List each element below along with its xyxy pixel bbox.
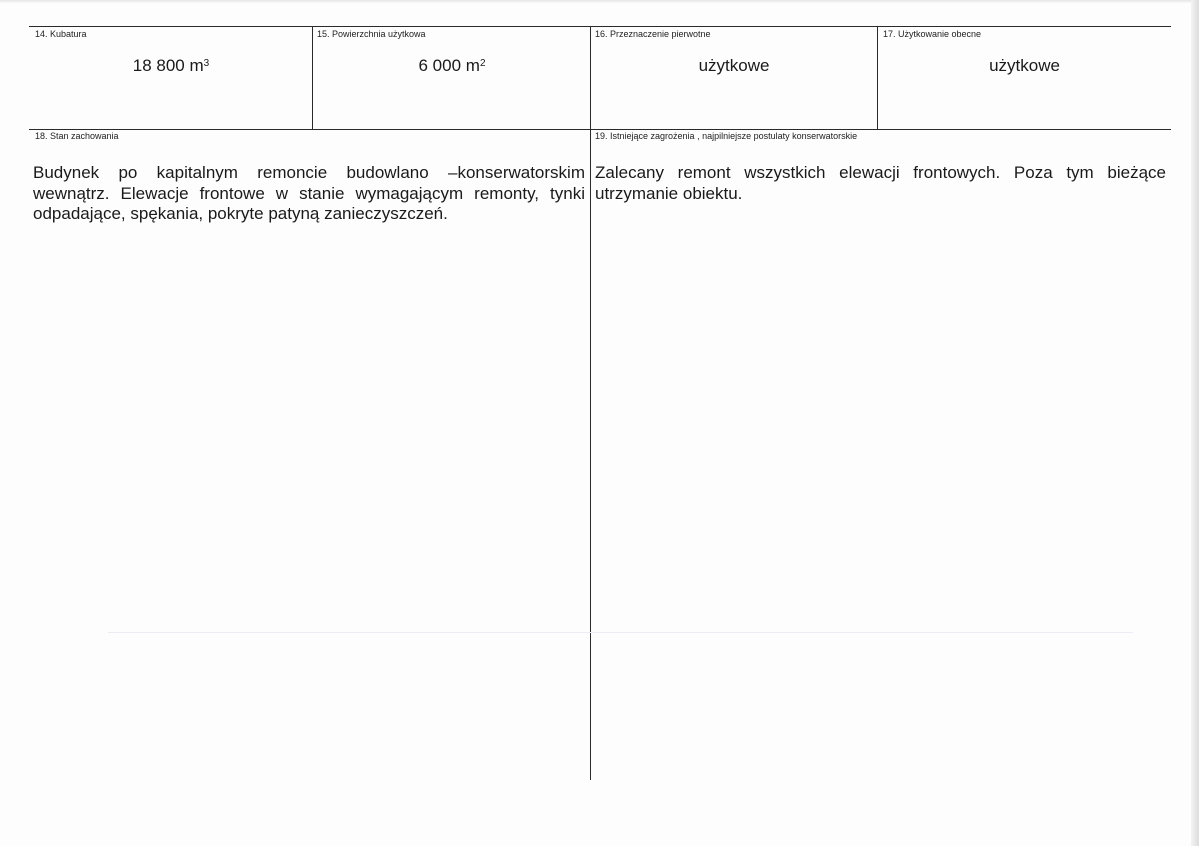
stan-zachowania-text: Budynek po kapitalnym remoncie budowlano –konserwatorskim wewnątrz. Elewacje frontowe w stanie wymagającym remonty, tynki odpadające, spękania, pokryte patyną zanieczyszczeń. (33, 163, 585, 223)
stan-zachowania-label: 18. Stan zachowania (35, 131, 119, 141)
zagrozenia-text: Zalecany remont wszystkich elewacji frontowych. Poza tym bieżące utrzymanie obiektu. (595, 163, 1166, 203)
przeznaczenie-value: użytkowe (698, 56, 770, 75)
powierzchnia-number: 6 000 m (418, 56, 480, 75)
scan-top-edge (0, 0, 1199, 3)
kubatura-unit-exponent: 3 (203, 58, 210, 69)
kubatura-label: 14. Kubatura (35, 29, 87, 39)
powierzchnia-value (314, 56, 590, 76)
kubatura-number: 18 800 m (132, 56, 204, 75)
zagrozenia-label: 19. Istniejące zagrożenia , najpilniejsze postulaty konserwatorskie (595, 131, 858, 141)
uzytkowanie-label: 17. Użytkowanie obecne (883, 29, 982, 39)
uzytkowanie-value: użytkowe (989, 56, 1060, 75)
col-divider-3 (877, 26, 878, 130)
row-divider-line (29, 129, 1171, 130)
powierzchnia-unit-exponent: 2 (479, 58, 486, 69)
top-border-line (29, 26, 1171, 27)
scan-right-edge (1191, 0, 1199, 846)
kubatura-value (35, 56, 307, 76)
powierzchnia-label: 15. Powierzchnia użytkowa (317, 29, 426, 39)
przeznaczenie-label: 16. Przeznaczenie pierwotne (595, 29, 711, 39)
col-divider-1 (312, 26, 313, 130)
col-divider-center (590, 26, 591, 780)
faint-scan-line (108, 632, 1133, 633)
